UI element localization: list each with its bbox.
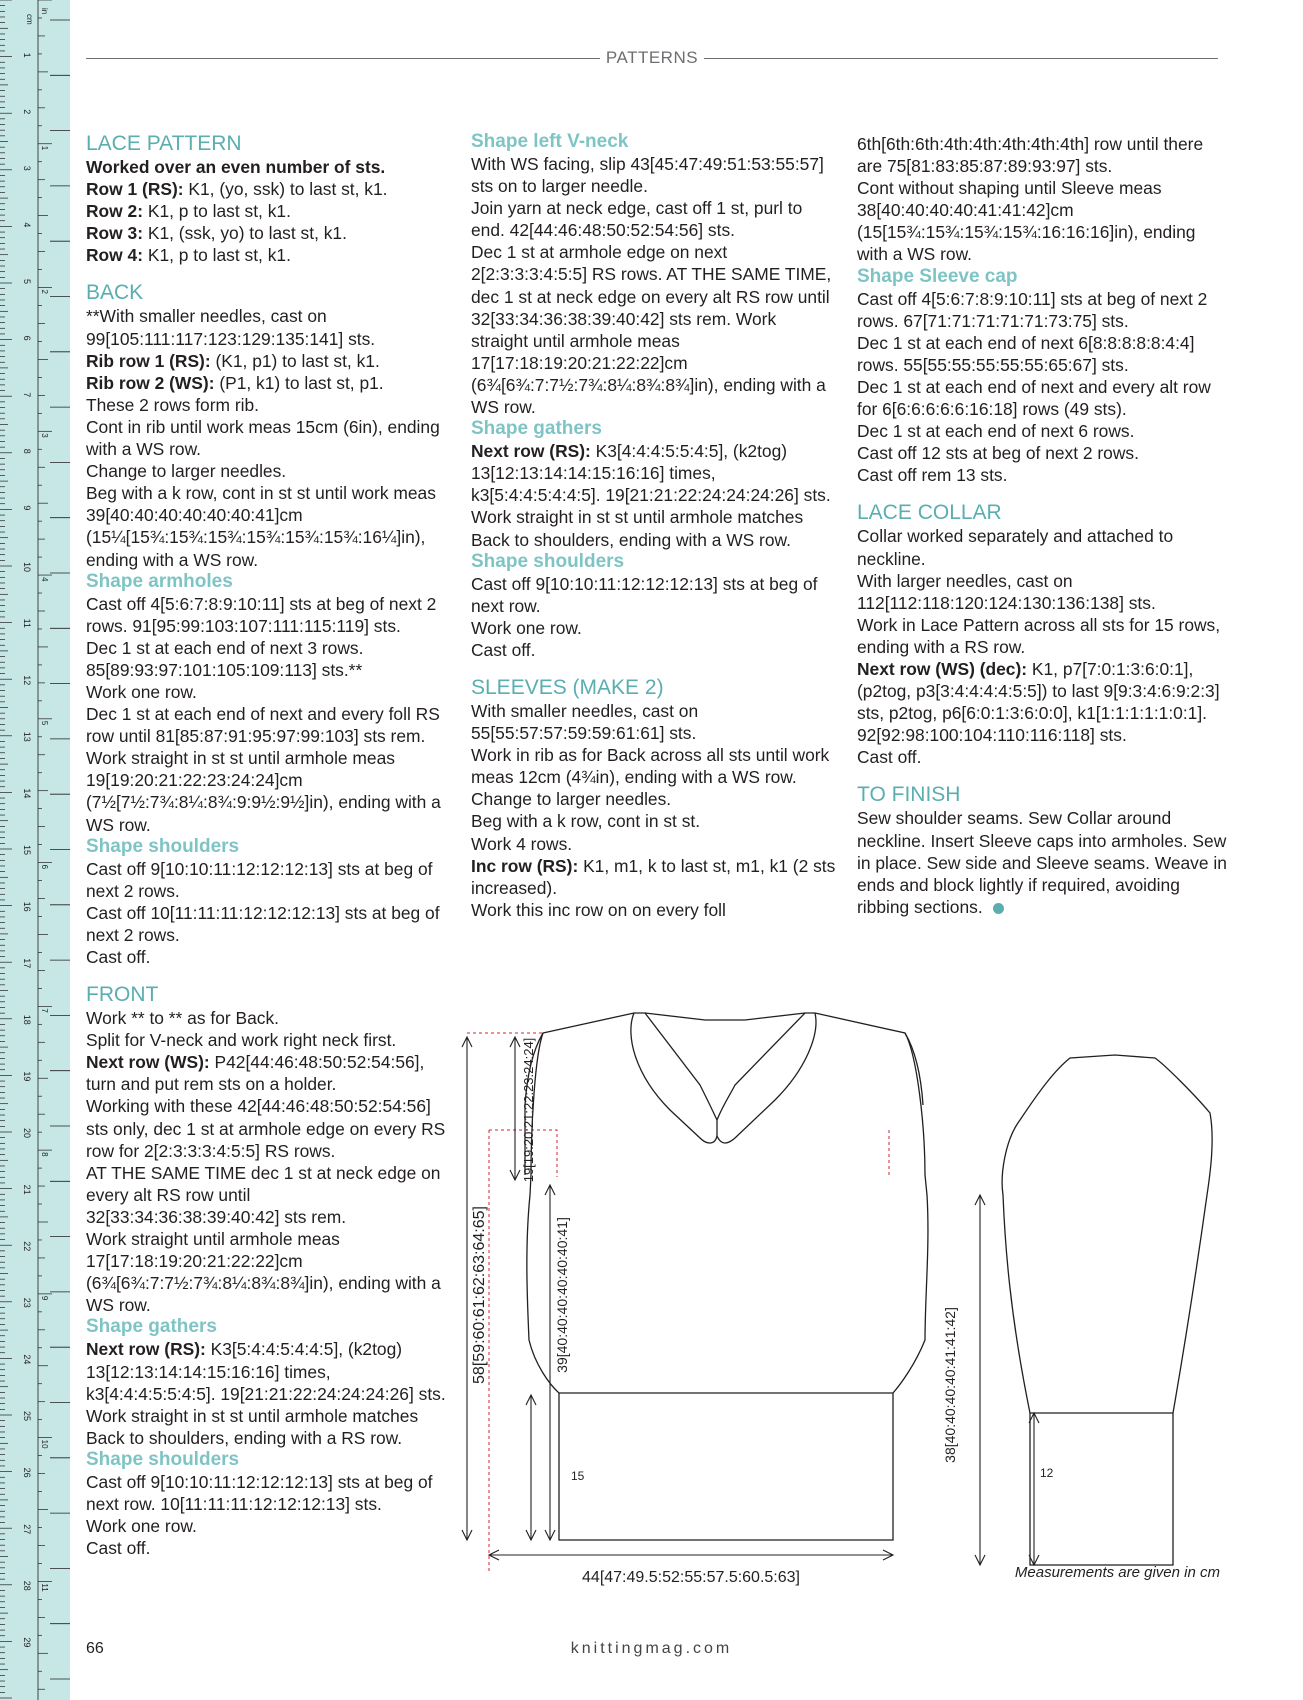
in-unit-label: in [40,8,49,15]
shoulder-instruction: Cast off 9[10:10:11:12:12:12:13] sts at beg of next 2 rows. [86,858,433,901]
inc-row: Inc row (RS): K1, m1, k to last st, m1, k1 (2 sts increased). [471,855,836,898]
in-tick-label: 2 [40,289,49,294]
ruler-body [0,0,70,1700]
cap-instruction: Cast off 12 sts at beg of next 2 rows. [857,443,1139,464]
sleeves-heading: SLEEVES (MAKE 2) [471,675,664,699]
shape-sleeve-cap-heading: Shape Sleeve cap [857,265,1018,287]
front-heading: FRONT [86,983,159,1007]
back-instruction: Cont in rib until work meas 15cm (6in), ending with a WS row. [86,416,440,460]
cm-tick-label: 5 [22,279,32,285]
sleeve-instruction: Work in rib as for Back across all sts until work meas 12cm (4¾in), ending with a WS row. [471,745,830,788]
cm-tick-label: 23 [22,1297,32,1308]
back-rib-row-1: Rib row 1 (RS): (K1, p1) to last st, k1. [86,350,380,371]
sleeve-length-label: 38[40:40:40:40:41:41:42] [942,1307,958,1463]
sleeve-rib-label: 12 [1040,1466,1054,1480]
sleeve-instruction: Cont without shaping until Sleeve meas 38[40:40:40:40:41:41:42]cm (15[15¾:15¾:15¾:15¾:16:16:16]in), ending with a WS row. [857,178,1196,265]
cap-instruction: Dec 1 st at each end of next 6 rows. [857,421,1135,442]
cm-tick-label: 19 [22,1071,32,1082]
in-tick-label: 10 [40,1439,49,1449]
in-tick-label: 4 [40,577,49,582]
section-heading: PATTERNS [600,48,704,67]
in-tick-label: 11 [40,1583,49,1592]
lace-collar-heading: LACE COLLAR [857,501,1002,525]
sleeve-instruction: Beg with a k row, cont in st st. [471,811,701,832]
in-tick-label: 8 [40,1152,49,1157]
shoulder-instruction: Cast off 10[11:11:11:12:12:12:13] sts at beg of next 2 rows. [86,902,440,945]
shape-shoulders-heading: Shape shoulders [86,835,240,857]
vneck-instruction: Dec 1 st at armhole edge on next 2[2:3:3:3:4:5:5] RS rows. AT THE SAME TIME, dec 1 st at neck edge on every alt RS row until 32[33:34:36:38:39:40:42] sts rem. Work straight until armhole meas 17[17:18:19:20:21:22:22]cm (6¾[6¾:7:7½:7¾:8¼:8¾:8¾]in), ending with a WS row. [471,242,832,418]
width-label: 44[47:49.5:52:55:57.5:60.5:63] [582,1569,800,1586]
measuring-ruler [0,0,70,1700]
finish-instruction: Sew shoulder seams. Sew Collar around neckline. Insert Sleeve caps into armholes. Sew in place. Sew side and Sleeve seams. Weave in ends and block lightly if required, avoiding ribbing sections. [857,808,1227,917]
measurements-caption: Measurements are given in cm [1014,1564,1220,1581]
shape-armholes-heading: Shape armholes [86,570,233,592]
cm-unit-label: cm [25,14,34,25]
cap-instruction: Dec 1 st at each end of next and every alt row for 6[6:6:6:6:6:16:18] rows (49 sts). [857,376,1211,420]
cm-tick-label: 27 [22,1524,32,1535]
cap-instruction: Dec 1 st at each end of next 6[8:8:8:8:8:4:4] rows. 55[55:55:55:55:55:65:67] sts. [857,332,1195,375]
cm-tick-label: 2 [22,109,32,115]
lace-pattern-heading: LACE PATTERN [86,132,242,155]
shape-gathers-heading: Shape gathers [86,1316,217,1338]
shoulder-instruction: Work one row. [86,1516,197,1537]
website-url: knittingmag.com [570,1640,733,1657]
armhole-instruction: Dec 1 st at each end of next 3 rows. 85[89:93:97:101:105:109:113] sts.** [86,637,364,680]
shoulder-instruction: Cast off. [86,1538,151,1559]
page-number: 66 [86,1640,104,1657]
cm-tick-label: 11 [22,618,32,628]
cm-tick-label: 20 [22,1128,32,1139]
sleeve-instruction: 6th[6th:6th:4th:4th:4th:4th:4th] row until there are 75[81:83:85:87:89:93:97] sts. [857,134,1204,177]
cap-instruction: Cast off 4[5:6:7:8:9:10:11] sts at beg of next 2 rows. 67[71:71:71:71:71:73:75] sts. [857,288,1208,331]
collar-instruction: With larger needles, cast on 112[112:118:120:124:130:136:138] sts. [857,570,1156,613]
cm-tick-label: 29 [22,1637,32,1648]
gathers-next-row: Next row (RS): K3[4:4:4:5:5:4:5], (k2tog) 13[12:13:14:14:15:16:16] times, k3[5:4:4:5:4:4:5]. 19[21:21:22:24:24:24:26] sts. [471,441,831,506]
lace-intro: Worked over an even number of sts. [86,157,386,177]
page-header [86,44,1218,74]
in-tick-label: 1 [40,145,49,151]
lace-rows [86,178,446,266]
gathers-instruction: Work straight in st st until armhole matches Back to shoulders, ending with a RS row. [86,1405,419,1448]
back-rib-row-2: Rib row 2 (WS): (P1, k1) to last st, p1. [86,372,384,393]
shape-shoulders-heading: Shape shoulders [86,1448,240,1470]
shoulder-instruction: Cast off 9[10:10:11:12:12:12:13] sts at beg of next row. [471,573,818,616]
cm-tick-label: 16 [22,901,32,912]
cm-tick-label: 22 [22,1241,32,1252]
end-dot-icon [993,903,1004,914]
column-2 [471,131,836,921]
lace-row: Row 3: K1, (ssk, yo) to last st, k1. [86,223,347,244]
collar-instruction: Collar worked separately and attached to neckline. [857,526,1174,569]
armhole-instruction: Work straight in st st until armhole meas 19[19:20:21:22:23:24:24]cm (7½[7½:7¾:8¼:8¾:9:9½:9½]in), ending with a WS row. [86,748,441,835]
cm-tick-label: 9 [22,505,32,511]
lace-row: Row 1 (RS): K1, (yo, ssk) to last st, k1. [86,179,388,200]
shape-shoulders-heading: Shape shoulders [471,550,625,572]
cm-tick-label: 8 [22,448,32,454]
side-length-label: 39[40:40:40:40:40:40:41] [554,1217,570,1373]
shoulder-instruction: Work one row. [471,617,582,638]
sleeve-instruction: Work 4 rows. [471,833,573,854]
front-next-row: Next row (WS): P42[44:46:48:50:52:54:56], turn and put rem sts on a holder. [86,1052,425,1095]
gathers-next-row: Next row (RS): K3[5:4:4:5:4:4:5], (k2tog) 13[12:13:14:14:15:16:16] times, k3[4:4:4:5:5:4:5]. 19[21:21:22:24:24:24:26] sts. [86,1339,446,1404]
front-instruction: Split for V-neck and work right neck first. [86,1030,397,1051]
cap-instruction: Cast off rem 13 sts. [857,465,1008,486]
cm-tick-label: 12 [22,675,32,686]
cm-tick-label: 25 [22,1411,32,1422]
cm-tick-label: 28 [22,1580,32,1591]
back-instruction: Change to larger needles. [86,461,287,482]
back-instruction: These 2 rows form rib. [86,394,259,415]
shape-left-v-neck-heading: Shape left V-neck [471,131,629,152]
shoulder-instruction: Cast off. [471,639,536,660]
lace-row: Row 4: K1, p to last st, k1. [86,245,291,266]
collar-instruction: Cast off. [857,747,922,768]
column-3 [857,133,1227,918]
cm-tick-label: 7 [22,392,32,398]
sleeve-instruction: Work this inc row on on every foll [471,899,726,920]
collar-next-row: Next row (WS) (dec): K1, p7[7:0:1:3:6:0:1], (p2tog, p3[3:4:4:4:4:5:5]) to last 9[9:3:4:6:9:2:3] sts, p2tog, p6[6:0:1:3:6:0:0], k1[1:1:1:1:1:0:1]. 92[92:98:100:104:110:116:118] sts. [857,658,1220,746]
cm-tick-label: 10 [22,562,32,573]
shoulder-instruction: Cast off. [86,947,151,967]
cm-tick-label: 13 [22,731,32,742]
in-tick-label: 5 [40,720,49,726]
cm-tick-label: 14 [22,788,32,799]
cm-tick-label: 21 [22,1184,32,1195]
shape-gathers-heading: Shape gathers [471,418,602,440]
back-instruction: Beg with a k row, cont in st st until work meas 39[40:40:40:40:40:40:41]cm (15¼[15¾:15¾:15¾:15¾:15¾:15¾:16¼]in), ending with a WS row. [86,483,436,570]
armhole-instruction: Dec 1 st at each end of next and every foll RS row until 81[85:87:91:95:97:99:103] sts rem. [86,704,440,747]
cm-tick-label: 15 [22,845,32,856]
vneck-instruction: Join yarn at neck edge, cast off 1 st, purl to end. 42[44:46:48:50:52:54:56] sts. [471,198,803,241]
front-instruction: AT THE SAME TIME dec 1 st at neck edge on every alt RS row until 32[33:34:36:38:39:40:42] sts rem. [86,1162,441,1227]
rib-depth-label: 15 [571,1469,585,1483]
in-tick-label: 3 [40,433,49,438]
collar-outline [631,1013,816,1143]
body-outline [527,1013,928,1393]
front-instruction: Work ** to ** as for Back. [86,1008,279,1029]
garment-schematic [455,995,1245,1595]
cm-tick-label: 3 [22,165,32,171]
cm-tick-label: 18 [22,1014,32,1025]
sleeve-instruction: With smaller needles, cast on 55[55:57:57:59:59:61:61] sts. [471,700,699,744]
armhole-instruction: Work one row. [86,681,197,702]
gathers-instruction: Work straight in st st until armhole matches Back to shoulders, ending with a WS row. [471,507,804,550]
lace-row: Row 2: K1, p to last st, k1. [86,201,291,222]
cm-tick-label: 6 [22,335,32,341]
cm-tick-label: 24 [22,1354,32,1365]
sleeve-outline [1002,1055,1212,1413]
shoulder-instruction: Cast off 9[10:10:11:12:12:12:13] sts at beg of next row. 10[11:11:11:12:12:12:13] sts. [86,1471,433,1514]
cm-tick-label: 17 [22,958,32,969]
vneck-instruction: With WS facing, slip 43[45:47:49:51:53:55:57] sts on to larger needle. [471,154,824,197]
back-heading: BACK [86,281,144,305]
cm-tick-label: 26 [22,1467,32,1478]
rib-outline [559,1393,893,1540]
front-instruction: Work straight until armhole meas 17[17:18:19:20:21:22:22]cm (6¾[6¾:7:7½:7¾:8¼:8¾:8¾]in), ending with a WS row. [86,1229,441,1316]
cm-tick-label: 4 [22,222,32,228]
in-tick-label: 9 [40,1295,49,1301]
body-length-label: 58[59:60:61:62:63:64:65] [471,1206,488,1384]
column-1 [86,131,446,1559]
sleeve-instruction: Change to larger needles. [471,789,672,810]
collar-instruction: Work in Lace Pattern across all sts for 15 rows, ending with a RS row. [857,614,1221,657]
to-finish-heading: TO FINISH [857,783,961,807]
in-tick-label: 6 [40,864,49,870]
armhole-depth-label: 19[19:20:21:22:23:24:24] [521,1037,536,1183]
in-tick-label: 7 [40,1008,49,1013]
cm-tick-label: 1 [22,52,32,58]
back-instruction: **With smaller needles, cast on 99[105:111:117:123:129:135:141] sts. [86,306,376,349]
front-instruction: Working with these 42[44:46:48:50:52:54:56] sts only, dec 1 st at armhole edge on every RS row for 2[2:3:3:3:4:5:5] RS rows. [86,1096,446,1161]
armhole-instruction: Cast off 4[5:6:7:8:9:10:11] sts at beg of next 2 rows. 91[95:99:103:107:111:115:119] sts. [86,593,437,636]
